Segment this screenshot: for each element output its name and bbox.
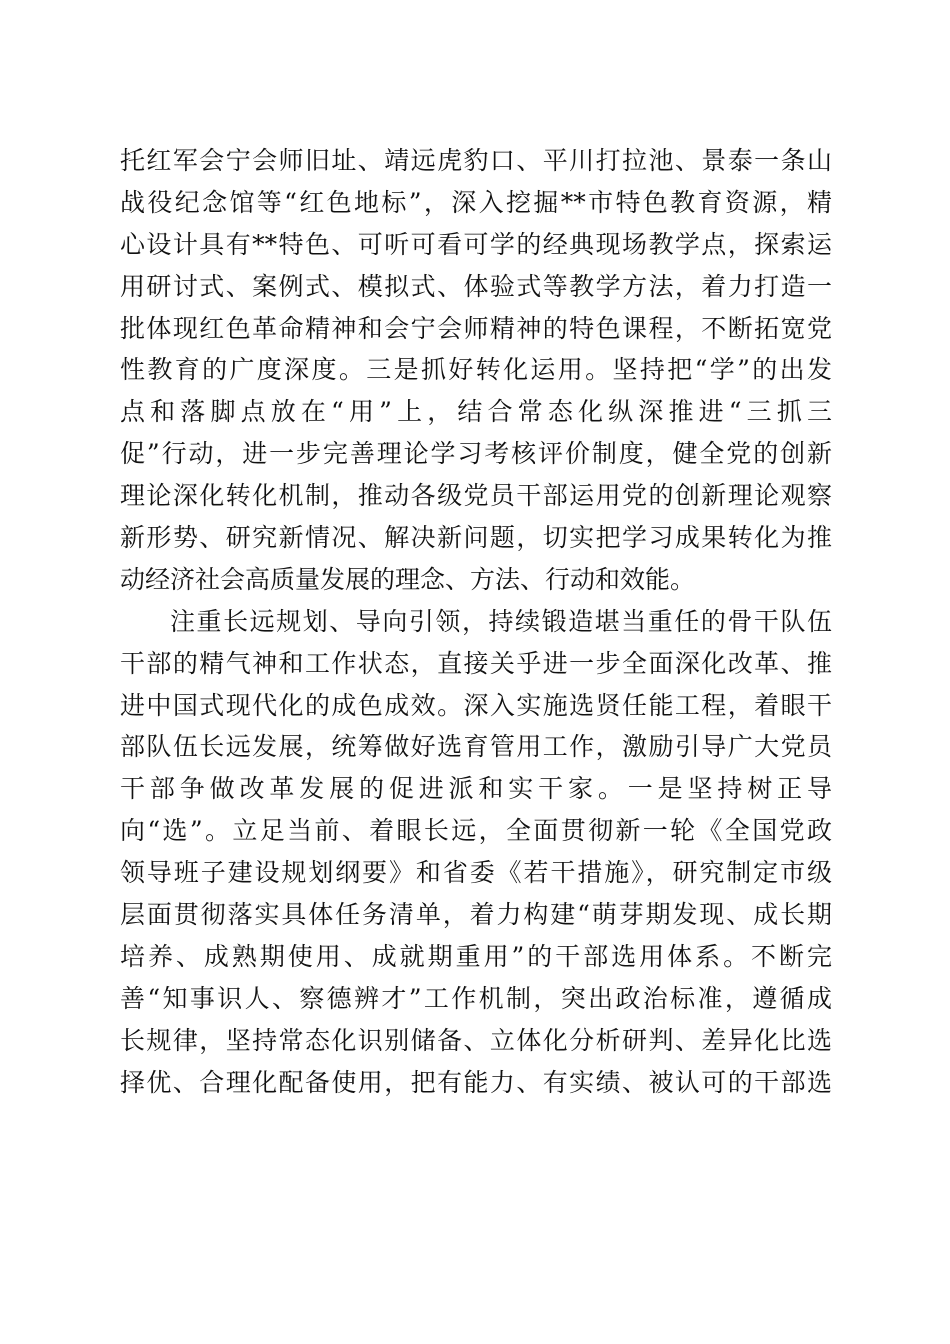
text-line: 进中国式现代化的成色成效。深入实施选贤任能工程，着眼干 [120,690,832,720]
text-line: 层面贯彻落实具体任务清单，着力构建“萌芽期发现、成长期 [120,900,832,930]
text-line: 择优、合理化配备使用，把有能力、有实绩、被认可的干部选 [120,1067,832,1097]
text-line: 干部的精气神和工作状态，直接关乎进一步全面深化改革、推 [120,648,832,678]
text-line: 心设计具有**特色、可听可看可学的经典现场教学点，探索运 [120,229,832,259]
text-line: 用研讨式、案例式、模拟式、体验式等教学方法，着力打造一 [120,271,832,301]
text-line: 托红军会宁会师旧址、靖远虎豹口、平川打拉池、景泰一条山 [120,146,832,175]
text-line: 促”行动，进一步完善理论学习考核评价制度，健全党的创新 [120,439,832,469]
text-line: 理论深化转化机制，推动各级党员干部运用党的创新理论观察 [120,481,832,511]
text-line: 培养、成熟期使用、成就期重用”的干部选用体系。不断完 [120,941,832,971]
text-line: 性教育的广度深度。三是抓好转化运用。坚持把“学”的出发 [120,355,832,385]
text-line: 干部争做改革发展的促进派和实干家。一是坚持树正导 [120,774,832,804]
text-line: 批体现红色革命精神和会宁会师精神的特色课程，不断拓宽党 [120,313,832,343]
text-line: 善“知事识人、察德辨才”工作机制，突出政治标准，遵循成 [120,983,832,1013]
text-line: 部队伍长远发展，统筹做好选育管用工作，激励引导广大党员 [120,732,832,762]
text-line: 新形势、研究新情况、解决新问题，切实把学习成果转化为推 [120,523,832,553]
text-line: 向“选”。立足当前、着眼长远，全面贯彻新一轮《全国党政 [120,816,832,846]
paragraph-start-line: 注重长远规划、导向引领，持续锻造堪当重任的骨干队伍 [170,606,832,636]
text-line: 长规律，坚持常态化识别储备、立体化分析研判、差异化比选 [120,1025,832,1055]
text-line: 领导班子建设规划纲要》和省委《若干措施》，研究制定市级 [120,858,832,888]
body-text [120,140,832,1103]
text-line: 战役纪念馆等“红色地标”，深入挖掘**市特色教育资源，精 [120,187,832,217]
text-line: 点和落脚点放在“用”上，结合常态化纵深推进“三抓三 [120,397,832,427]
text-line: 动经济社会高质量发展的理念、方法、行动和效能。 [120,564,696,594]
